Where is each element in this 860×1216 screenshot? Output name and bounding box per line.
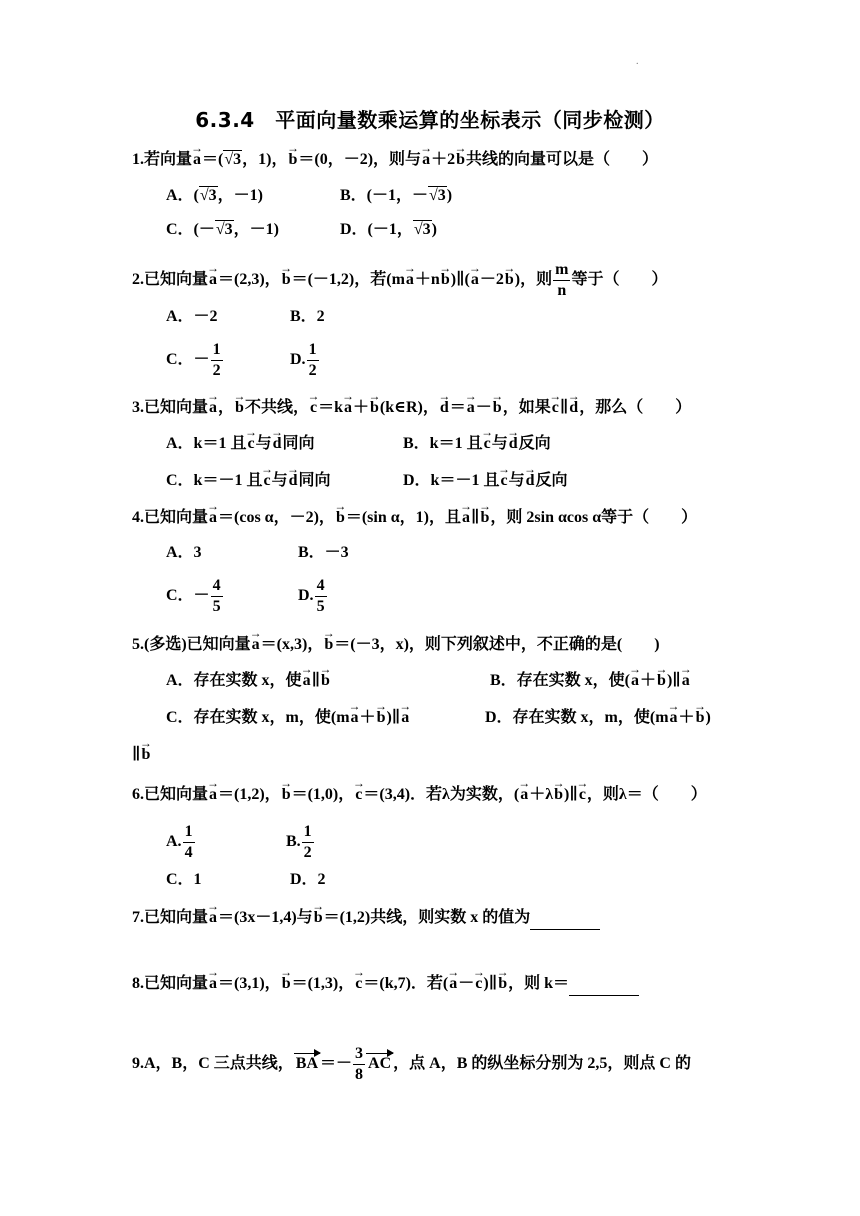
question-4-stem: 4.已知向量→ a＝(cos α，－2)，→ b＝(sin α，1)，且→ a∥→ b，则 2sin αcos α等于（ ） — [132, 506, 697, 530]
vector-b: → b — [287, 148, 298, 172]
question-2-option-c: C．－ $\frac{1}{2}$ — [166, 341, 221, 379]
question-4-option-a: A．3 — [166, 544, 202, 561]
question-4-option-c: C．－ $\frac{4}{5}$ — [166, 577, 221, 615]
vector-a: → a — [192, 148, 202, 172]
vector-a: → a — [448, 972, 458, 996]
question-9-stem: 9.A，B，C 三点共线， BA ＝－ $\frac{3}{8}$ AC ，点 A，B 的纵坐标分别为 2,5，则点 C 的 — [132, 1045, 691, 1083]
question-1-option-d: D．(－1，√3) — [340, 221, 437, 238]
question-1-stem: 1.若向量→ a＝(√3，1)，→ b＝(0，－2)，则与→ a＋2→ b共线的向量可以是（ ） — [132, 148, 658, 172]
fraction: $\frac{4}{5}$ — [212, 577, 221, 615]
vector-c: → c — [474, 972, 483, 996]
question-2-stem: 2.已知向量→ a＝(2,3)，→ b＝(－1,2)，若(m→ a＋n→ b)∥(→ a－2→ b)，则 $\frac{m}{n}$ 等于（ ） — [132, 260, 667, 301]
vector-a: → a — [208, 268, 218, 292]
question-3-option-a: A．k＝1 且→ c与→ d同向 — [166, 432, 315, 456]
vector-c: → c — [354, 972, 363, 996]
vector-AC: AC — [366, 1052, 393, 1076]
question-5-option-a: A．存在实数 x，使→ a∥→ b — [166, 669, 331, 693]
vector-b: → b — [323, 633, 334, 657]
question-5-option-c: C．存在实数 x，m，使(m→ a＋→ b)∥→ a — [166, 706, 410, 730]
page-title: 6.3.4 平面向量数乘运算的坐标表示（同步检测） — [195, 108, 665, 132]
sqrt-symbol: √3 — [215, 221, 233, 238]
vector-a: → a — [208, 783, 218, 807]
vector-c: → c — [309, 396, 318, 420]
question-3-option-d: D．k＝－1 且→ c与→ d反向 — [403, 469, 568, 493]
vector-b: → b — [281, 268, 292, 292]
question-2-option-d: D. $\frac{1}{2}$ — [290, 341, 317, 379]
vector-a: → a — [519, 783, 529, 807]
question-6-option-c: C．1 — [166, 871, 202, 888]
question-7-stem: 7.已知向量→ a＝(3x－1,4)与→ b＝(1,2)共线，则实数 x 的值为 — [132, 906, 600, 930]
question-5-option-b: B．存在实数 x，使(→ a＋→ b)∥→ a — [490, 669, 691, 693]
question-6-option-a: A. $\frac{1}{4}$ — [166, 823, 193, 861]
question-2-option-b: B．2 — [290, 308, 325, 325]
sqrt-symbol: √3 — [224, 151, 242, 168]
question-6-stem: 6.已知向量→ a＝(1,2)，→ b＝(1,0)，→ c＝(3,4)．若λ为实数，(→ a＋λ→ b)∥→ c，则λ＝（ ） — [132, 783, 707, 807]
vector-d: → d — [568, 396, 579, 420]
vector-b: → b — [504, 268, 515, 292]
sqrt-symbol: √3 — [429, 187, 446, 204]
question-1-option-c: C．(－√3，－1) — [166, 221, 280, 238]
vector-b: → b — [455, 148, 466, 172]
fraction: $\frac{1}{2}$ — [212, 341, 221, 379]
vector-b: → b — [492, 396, 503, 420]
question-5-option-d: D．存在实数 x，m，使(m→ a＋→ b) — [485, 706, 711, 730]
vector-b: → b — [369, 396, 380, 420]
question-3-option-b: B．k＝1 且→ c与→ d反向 — [403, 432, 551, 456]
fraction: $\frac{3}{8}$ — [355, 1045, 364, 1083]
vector-BA: BA — [294, 1052, 320, 1076]
question-3-option-c: C．k＝－1 且→ c与→ d同向 — [166, 469, 331, 493]
vector-b: → b — [313, 906, 324, 930]
question-6-option-d: D．2 — [290, 871, 326, 888]
question-8-stem: 8.已知向量→ a＝(3,1)，→ b＝(1,3)，→ c＝(k,7)．若(→ a－→ c)∥→ b，则 k＝ — [132, 972, 639, 996]
corner-mark: . — [636, 56, 639, 67]
vector-a: → a — [208, 396, 218, 420]
question-4-option-b: B．－3 — [298, 544, 349, 561]
vector-b: → b — [479, 506, 490, 530]
vector-a: → a — [405, 268, 415, 292]
vector-b: → b — [335, 506, 346, 530]
question-5-option-d-continued: ∥→ b — [132, 743, 151, 767]
question-2-option-a: A．－2 — [166, 308, 218, 325]
question-5-stem: 5.(多选)已知向量→ a＝(x,3)，→ b＝(－3，x)，则下列叙述中，不正确的是( ) — [132, 633, 660, 657]
vector-b: → b — [281, 783, 292, 807]
fraction-m-over-n: $\frac{m}{n}$ — [555, 261, 569, 299]
vector-c: → c — [551, 396, 560, 420]
sqrt-symbol: √3 — [413, 221, 431, 238]
fraction: $\frac{4}{5}$ — [316, 577, 325, 615]
vector-d: → d — [439, 396, 450, 420]
question-3-stem: 3.已知向量→ a，→ b不共线，→ c＝k→ a＋→ b(k∈R)，→ d＝→ a－→ b，如果→ c∥→ d，那么（ ） — [132, 396, 691, 420]
vector-b: → b — [553, 783, 564, 807]
question-6-option-b: B. $\frac{1}{2}$ — [286, 823, 312, 861]
answer-blank[interactable] — [530, 913, 600, 930]
fraction: $\frac{1}{2}$ — [308, 341, 317, 379]
fraction: $\frac{1}{2}$ — [303, 823, 312, 861]
vector-b: → b — [440, 268, 451, 292]
vector-a: → a — [466, 396, 476, 420]
vector-a: → a — [208, 506, 218, 530]
fraction: $\frac{1}{4}$ — [184, 823, 193, 861]
vector-a: → a — [470, 268, 480, 292]
vector-b: → b — [497, 972, 508, 996]
vector-b: → b — [234, 396, 245, 420]
sqrt-symbol: √3 — [199, 187, 217, 204]
vector-a: → a — [208, 972, 218, 996]
vector-a: → a — [208, 906, 218, 930]
vector-c: → c — [578, 783, 587, 807]
answer-blank[interactable] — [569, 979, 639, 996]
vector-a: → a — [421, 148, 431, 172]
question-1-option-a: A．(√3，－1) — [166, 187, 264, 204]
vector-a: → a — [343, 396, 353, 420]
vector-a: → a — [461, 506, 471, 530]
vector-c: → c — [354, 783, 363, 807]
question-4-option-d: D. $\frac{4}{5}$ — [298, 577, 325, 615]
vector-b: → b — [281, 972, 292, 996]
vector-a: → a — [251, 633, 261, 657]
question-1-option-b: B．(－1，－√3) — [340, 187, 453, 204]
